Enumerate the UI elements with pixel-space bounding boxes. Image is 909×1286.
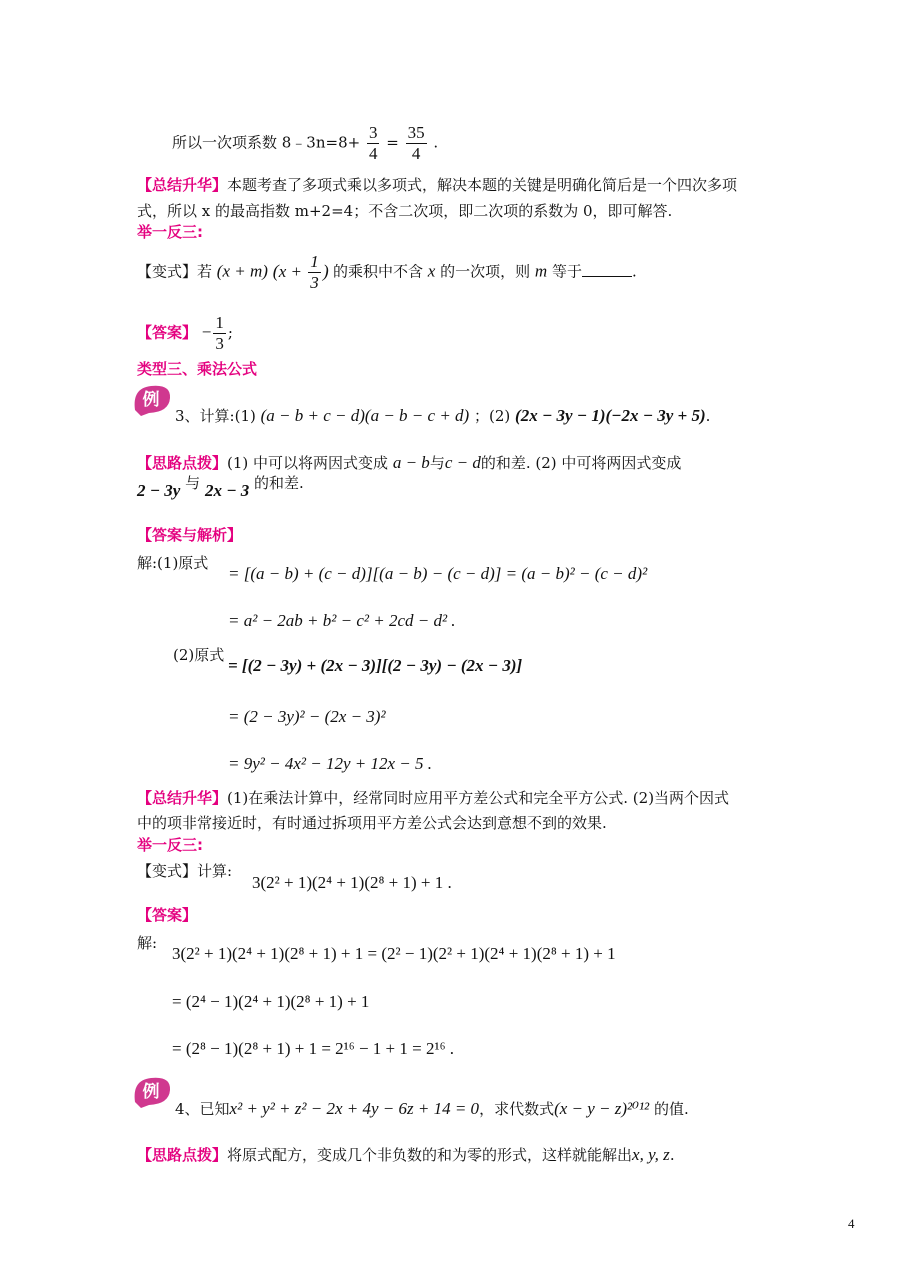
practice-2-tag: 【变式】计算: bbox=[137, 862, 233, 880]
solution-3-line-2: = a² − 2ab + b² − c² + 2cd − d² . bbox=[228, 611, 456, 630]
hint-3-line-2: 2 − 3y 与 2x − 3 的和差. bbox=[137, 474, 304, 500]
solution-3-jie: 解:(1)原式 bbox=[137, 554, 209, 572]
answer-2-jie: 解: bbox=[137, 934, 158, 952]
answer-2-line-2: = (2⁴ − 1)(2⁴ + 1)(2⁸ + 1) + 1 bbox=[172, 992, 370, 1011]
answer-1: 【答案】 − $\frac{1}{3}$ ; bbox=[137, 313, 233, 353]
intro-line: 所以一次项系数 8﹣3n=8+ $\frac{3}{4}$ = $\frac{35}{4}$ . bbox=[172, 123, 439, 163]
summary-1-line-2: 式，所以 x 的最高指数 m+2=4；不含二次项，即二次项的系数为 0，即可解答. bbox=[137, 202, 673, 220]
fraction-1-3: $\frac{1}{3}$ bbox=[215, 313, 224, 353]
summary-2-line-2: 中的项非常接近时，有时通过拆项用平方差公式会达到意想不到的效果. bbox=[137, 814, 607, 832]
example-4-problem: 4、已知x² + y² + z² − 2x + 4y − 6z + 14 = 0，求代数式(x − y − z)²⁰¹² 的值. bbox=[175, 1099, 689, 1118]
solution-3-line-4: = (2 − 3y)² − (2x − 3)² bbox=[228, 707, 386, 726]
page-number: 4 bbox=[848, 1216, 855, 1231]
section-3-title: 类型三、乘法公式 bbox=[137, 360, 258, 378]
solution-3-line-5: = 9y² − 4x² − 12y + 12x − 5 . bbox=[228, 754, 432, 773]
factor-x-plus-m: (x + m) bbox=[216, 261, 268, 281]
answer-blank bbox=[582, 276, 632, 277]
summary-1-line-1: 【总结升华】本题考查了多项式乘以多项式，解决本题的关键是明确化简后是一个四次多项 bbox=[137, 176, 738, 194]
example-badge-icon bbox=[131, 1074, 173, 1108]
hint-3-line-1: 【思路点拨】(1) 中可以将两因式变成 a − b与c − d的和差. (2) 中可将两因式变成 bbox=[137, 453, 682, 472]
practice-2-heading: 举一反三: bbox=[137, 836, 203, 854]
solution-3-line-1: = [(a − b) + (c − d)][(a − b) − (c − d)] = (a − b)² − (c − d)² bbox=[228, 564, 648, 583]
example-3-problem: 3、计算:(1) (a − b + c − d)(a − b − c + d) ；(2) (2x − 3y − 1)(−2x − 3y + 5). bbox=[175, 406, 711, 425]
answer-2-line-1: 3(2² + 1)(2⁴ + 1)(2⁸ + 1) + 1 = (2² − 1)(2² + 1)(2⁴ + 1)(2⁸ + 1) + 1 bbox=[172, 944, 616, 963]
intro-text: 所以一次项系数 8﹣3n=8+ bbox=[172, 133, 361, 152]
answer-2-tag: 【答案】 bbox=[137, 906, 198, 924]
fraction-3-4: $\frac{3}{4}$ bbox=[368, 123, 378, 163]
solution-3-part-2: (2)原式 bbox=[173, 646, 225, 664]
factor-x-plus-third: (x + $\frac{1}{3}$ ) bbox=[272, 252, 329, 292]
hint-4: 【思路点拨】将原式配方，变成几个非负数的和为零的形式，这样就能解出x, y, z. bbox=[137, 1145, 675, 1164]
practice-1-heading: 举一反三: bbox=[137, 223, 203, 241]
practice-1-problem: 【变式】若 (x + m) (x + $\frac{1}{3}$ ) 的乘积中不含 x 的一次项，则 m 等于 . bbox=[137, 252, 637, 292]
answer-2-line-3: = (2⁸ − 1)(2⁸ + 1) + 1 = 2¹⁶ − 1 + 1 = 2¹⁶ . bbox=[172, 1039, 454, 1058]
practice-2-expr: 3(2² + 1)(2⁴ + 1)(2⁸ + 1) + 1 . bbox=[252, 873, 452, 892]
fraction-35-4: $\frac{35}{4}$ bbox=[407, 123, 425, 163]
solution-3-line-3: = [(2 − 3y) + (2x − 3)][(2 − 3y) − (2x − 3)] bbox=[228, 656, 523, 675]
svg-text:例: 例 bbox=[142, 390, 160, 410]
summary-2-line-1: 【总结升华】(1)在乘法计算中，经常同时应用平方差公式和完全平方公式. (2)当两个因式 bbox=[137, 789, 730, 807]
svg-text:例: 例 bbox=[142, 1082, 160, 1102]
solution-3-tag: 【答案与解析】 bbox=[137, 526, 243, 544]
example-badge-icon bbox=[131, 382, 173, 416]
